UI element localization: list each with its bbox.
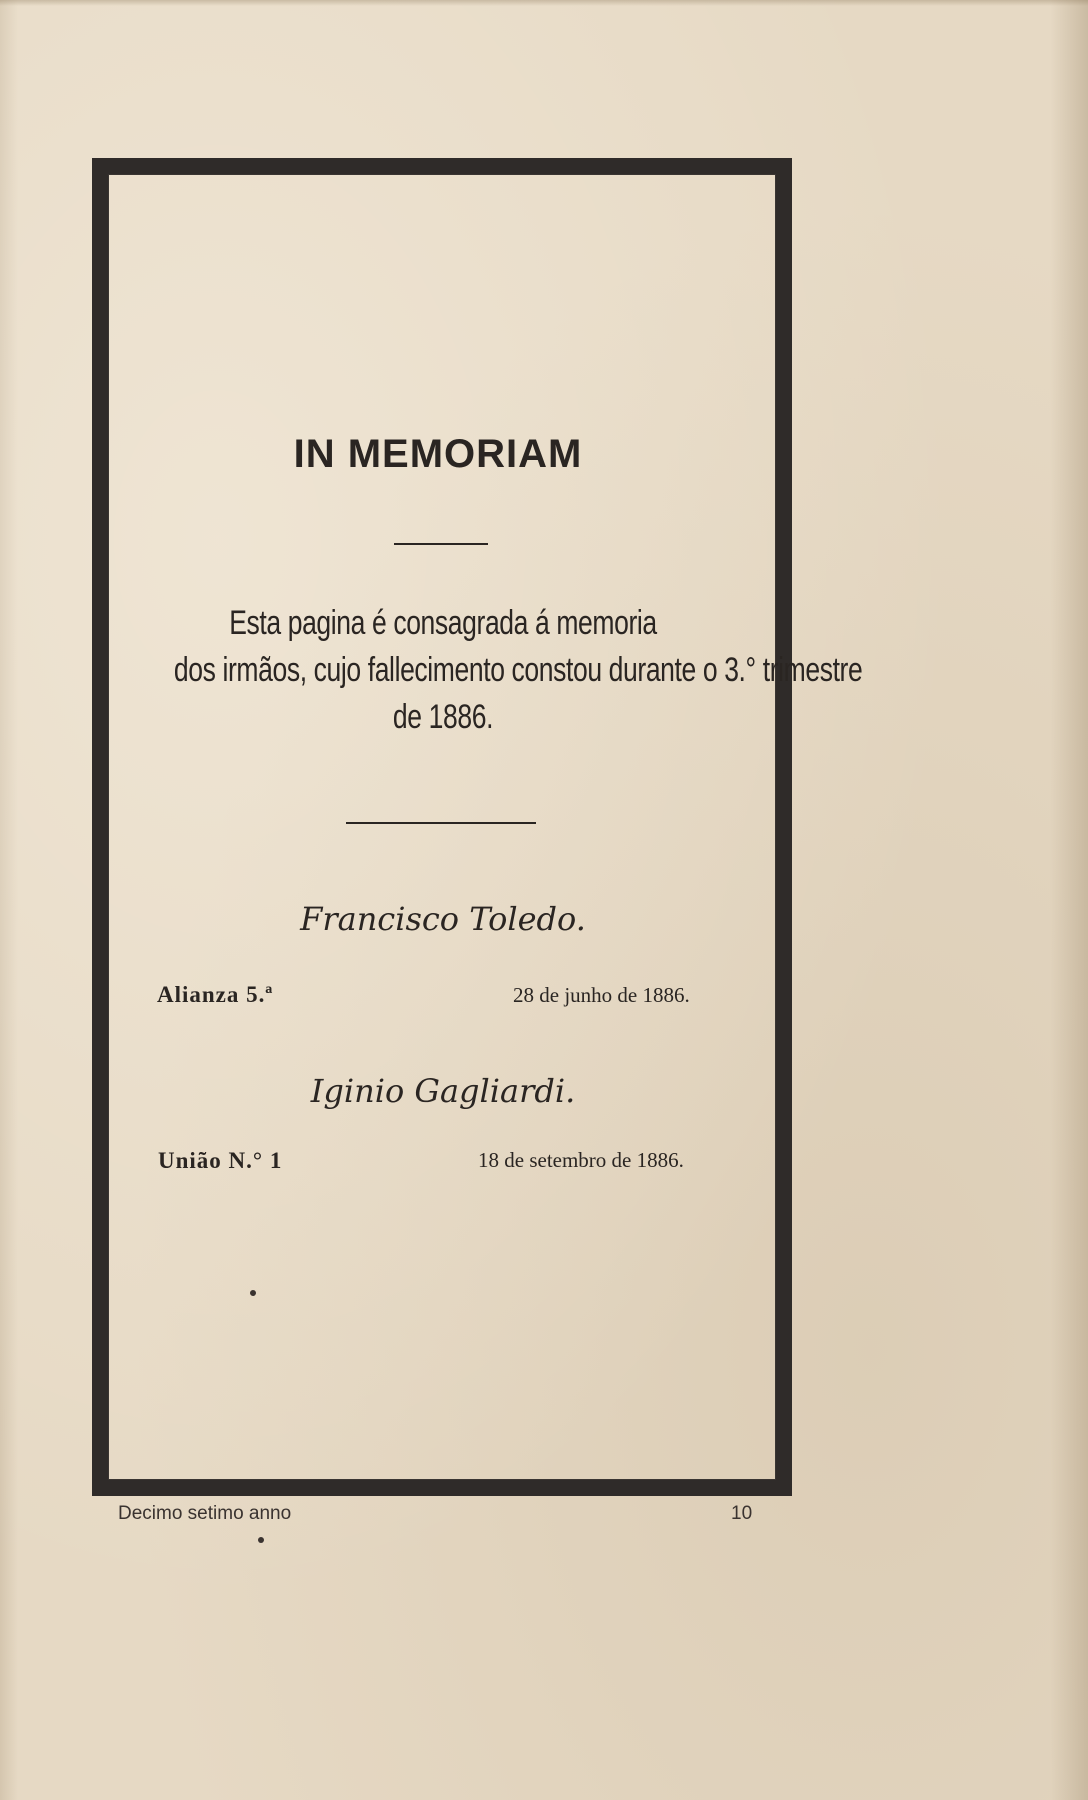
page-number: 10 (731, 1503, 753, 1524)
page-edge (0, 0, 1088, 6)
dedication-line-2: dos irmãos, cujo fallecimento constou durante o 3.° trimestre (173, 651, 863, 689)
deceased-name: Iginio Gagliardi. (310, 1072, 576, 1110)
dedication-text (98, 600, 863, 741)
death-date: 28 de junho de 1886. (513, 983, 690, 1007)
lodge-name: Alianza 5.ª (157, 982, 274, 1007)
page-title: IN MEMORIAM (293, 432, 583, 476)
lodge-name: União N.° 1 (158, 1148, 283, 1173)
death-date: 18 de setembro de 1886. (478, 1148, 684, 1172)
dedication-line-3: de 1886. (392, 698, 494, 736)
divider-top (394, 543, 488, 545)
ink-speck (258, 1537, 264, 1543)
dedication-line-1: Esta pagina é consagrada á memoria (229, 604, 657, 642)
ink-speck (250, 1290, 256, 1296)
divider-middle (346, 822, 536, 824)
mourning-border (92, 158, 863, 1496)
running-footer: Decimo setimo anno (118, 1503, 292, 1524)
deceased-name: Francisco Toledo. (300, 900, 586, 938)
